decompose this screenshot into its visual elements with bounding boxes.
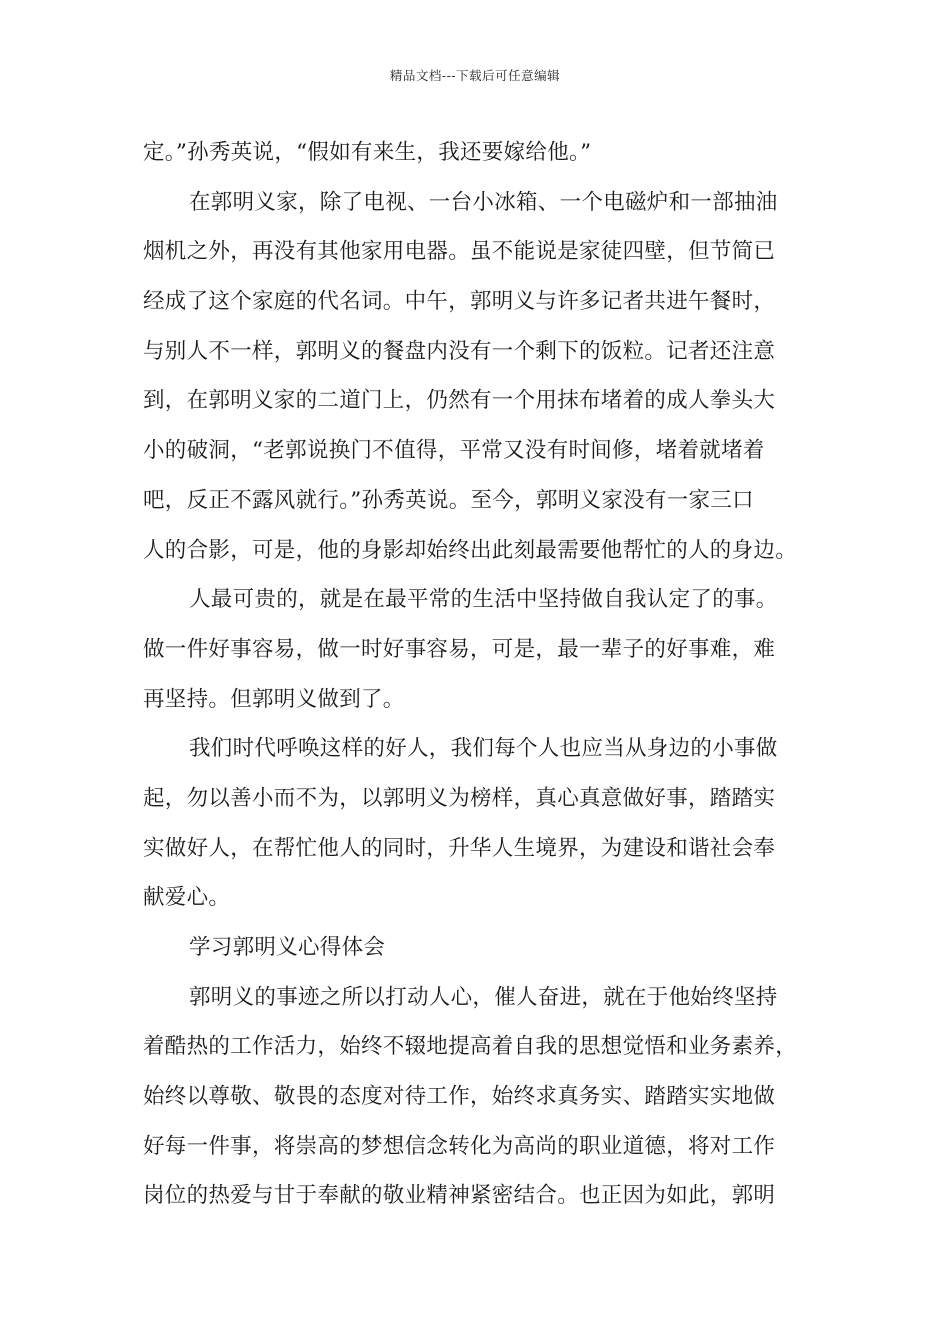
text-line: 始终以尊敬、敬畏的态度对待工作，始终求真务实、踏踏实实地做 bbox=[143, 1084, 776, 1110]
text-line: 实做好人，在帮忙他人的同时，升华人生境界，为建设和谐社会奉 bbox=[143, 835, 776, 861]
text-line: 小的破洞，“老郭说换门不值得，平常又没有时间修，堵着就堵着 bbox=[143, 438, 765, 464]
text-line: 好每一件事，将崇高的梦想信念转化为高尚的职业道德，将对工作 bbox=[143, 1133, 776, 1159]
text-line: 起，勿以善小而不为，以郭明义为榜样，真心真意做好事，踏踏实 bbox=[143, 785, 776, 811]
text-line: 着酷热的工作活力，始终不辍地提高着自我的思想觉悟和业务素养， bbox=[143, 1034, 798, 1060]
body-text bbox=[143, 128, 823, 1221]
text-line: 到，在郭明义家的二道门上，仍然有一个用抹布堵着的成人拳头大 bbox=[143, 388, 776, 414]
section-heading: 学习郭明义心得体会 bbox=[189, 935, 386, 960]
text-line: 吧，反正不露风就行。”孙秀英说。至今，郭明义家没有一家三口 bbox=[143, 487, 754, 513]
text-line: 人的合影，可是，他的身影却始终出此刻最需要他帮忙的人的身边。 bbox=[143, 537, 798, 563]
text-line: 经成了这个家庭的代名词。中午，郭明义与许多记者共进午餐时， bbox=[143, 289, 776, 315]
text-line: 烟机之外，再没有其他家用电器。虽不能说是家徒四壁，但节简已 bbox=[143, 239, 776, 265]
text-line: 再坚持。但郭明义做到了。 bbox=[143, 686, 405, 712]
text-line: 与别人不一样，郭明义的餐盘内没有一个剩下的饭粒。记者还注意 bbox=[143, 338, 776, 364]
text-line: 在郭明义家，除了电视、一台小冰箱、一个电磁炉和一部抽油 bbox=[189, 189, 778, 215]
text-line: 献爱心。 bbox=[143, 885, 231, 911]
text-line: 岗位的热爱与甘于奉献的敬业精神紧密结合。也正因为如此，郭明 bbox=[143, 1183, 776, 1209]
text-line: 人最可贵的，就是在最平常的生活中坚持做自我认定了的事。 bbox=[189, 587, 778, 613]
text-line: 做一件好事容易，做一时好事容易，可是，最一辈子的好事难，难 bbox=[143, 636, 776, 662]
text-line: 我们时代呼唤这样的好人，我们每个人也应当从身边的小事做 bbox=[189, 736, 778, 762]
page-header: 精品文档---下载后可任意编辑 bbox=[389, 68, 561, 83]
text-line: 定。”孙秀英说，“假如有来生，我还要嫁给他。” bbox=[143, 140, 592, 165]
text-line: 郭明义的事迹之所以打动人心，催人奋进，就在于他始终坚持 bbox=[189, 984, 778, 1010]
